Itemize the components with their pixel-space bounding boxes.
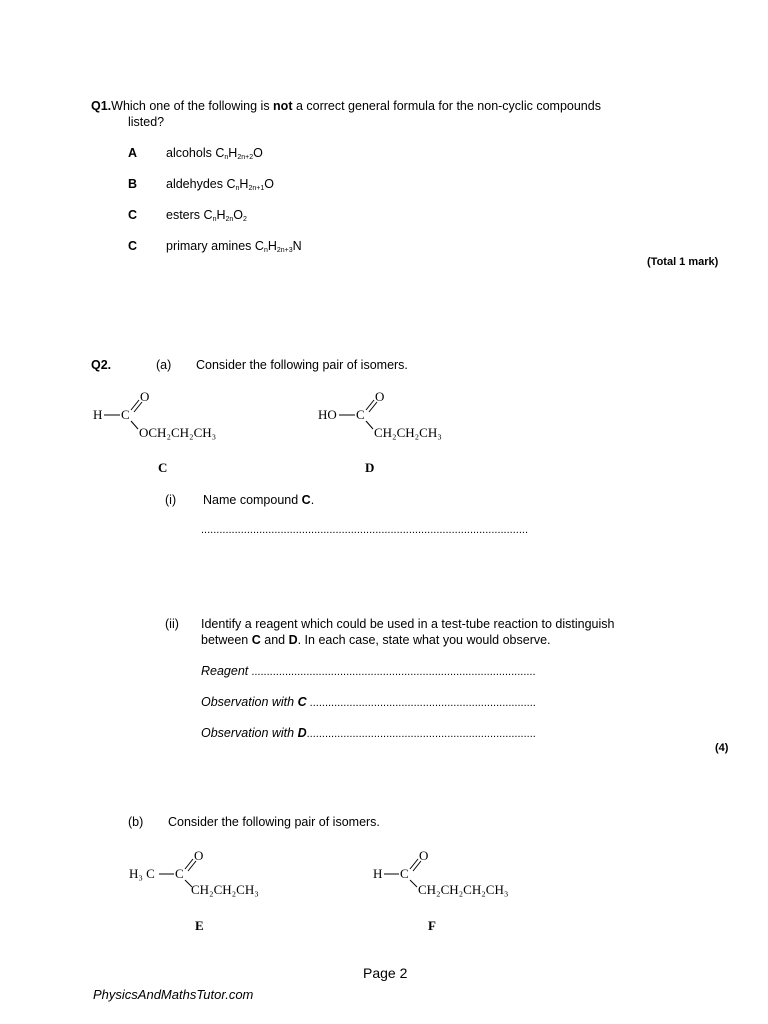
q1-option-letter: C xyxy=(128,208,138,222)
q1-option-text: esters $C_nH_{2n}O_2$ xyxy=(166,208,247,223)
q1-option-text: primary amines $C_nH_{2n+3}N$ xyxy=(166,239,302,254)
q1-option-letter: A xyxy=(128,146,138,160)
structure-d-chain: CH₂CH₂CH₃ xyxy=(374,425,442,440)
formula-subscript: 2n+2 xyxy=(237,154,254,161)
structure-e-chain: CH₂CH₂CH₃ xyxy=(191,882,259,897)
formula-subscript: n xyxy=(224,154,229,161)
formula-element: H xyxy=(267,239,277,253)
structure-c-left: H xyxy=(93,407,103,422)
q2-part-a-text: Consider the following pair of isomers. xyxy=(196,358,408,372)
structure-f xyxy=(368,842,558,900)
structure-f-left: H xyxy=(373,866,383,881)
structure-c xyxy=(88,388,258,446)
q1-total-mark: (Total 1 mark) xyxy=(647,256,719,268)
observation-c-answer-line[interactable]: Observation with C .......................................................................... xyxy=(201,695,536,709)
structure-c-chain: OCH₂CH₂CH₃ xyxy=(139,425,217,440)
structure-f-carbon: C xyxy=(400,866,409,881)
formula-element: H xyxy=(239,177,249,191)
formula-element: O xyxy=(264,177,274,191)
formula-element: C xyxy=(203,208,213,222)
site-footer[interactable]: PhysicsAndMathsTutor.com xyxy=(93,987,254,1002)
q2-part-i-answer-line[interactable]: ........................................................................................................... xyxy=(201,524,529,536)
formula-element: O xyxy=(233,208,244,222)
page-number: Page 2 xyxy=(363,965,408,981)
q2-part-i-label: (i) xyxy=(165,493,177,507)
formula-subscript: 2n xyxy=(225,216,234,223)
structure-c-carbon: C xyxy=(121,407,130,422)
formula-subscript: 2n+1 xyxy=(248,185,265,192)
formula-subscript: 2 xyxy=(243,216,247,223)
structure-e xyxy=(125,842,295,900)
q1-option-text: aldehydes $C_nH_{2n+1}O$ xyxy=(166,177,274,192)
formula-element: N xyxy=(292,239,302,253)
structure-f-chain: CH₂CH₂CH₂CH₃ xyxy=(418,882,509,897)
formula-subscript: 2n+3 xyxy=(276,247,293,254)
structure-f-label: F xyxy=(428,918,436,933)
formula-element: O xyxy=(253,146,263,160)
formula-element: C xyxy=(215,146,225,160)
structure-c-oxygen: O xyxy=(140,389,150,404)
formula-element: H xyxy=(216,208,226,222)
structure-d-oxygen: O xyxy=(375,389,385,404)
q2-number: Q2. xyxy=(91,358,112,372)
structure-c-label: C xyxy=(158,460,168,475)
structure-d-label: D xyxy=(365,460,375,475)
q2-part-ii-label: (ii) xyxy=(165,617,179,631)
structure-d-left: HO xyxy=(318,407,337,422)
structure-d xyxy=(314,388,484,446)
q1-stem-line2: listed? xyxy=(128,115,165,129)
q2-part-b-text: Consider the following pair of isomers. xyxy=(168,815,380,829)
q1-option-letter: B xyxy=(128,177,138,191)
structure-e-oxygen: O xyxy=(194,848,204,863)
observation-d-answer-line[interactable]: Observation with D........................................................................... xyxy=(201,726,536,740)
structure-e-carbon: C xyxy=(175,866,184,881)
reagent-label: Reagent xyxy=(201,664,249,678)
formula-subscript: n xyxy=(212,216,217,223)
structure-d-carbon: C xyxy=(356,407,365,422)
formula-subscript: n xyxy=(263,247,268,254)
structure-f-oxygen: O xyxy=(419,848,429,863)
q2-part-i-text: Name compound C. xyxy=(203,493,315,507)
reagent-answer-line[interactable]: Reagent ............................................................................................. xyxy=(201,664,536,678)
q2-part-ii-line1: Identify a reagent which could be used in a test-tube reaction to distinguish xyxy=(201,617,615,631)
q1-option-letter: C xyxy=(128,239,138,253)
q1-number: Q1. xyxy=(91,99,112,113)
q2-part-a-label: (a) xyxy=(156,358,172,372)
q2-part-b-label: (b) xyxy=(128,815,144,829)
q2-part-ii-line2: between C and D. In each case, state what you would observe. xyxy=(201,633,551,647)
q1-stem: Q1.Which one of the following is not a correct general formula for the non-cyclic compounds xyxy=(91,99,601,113)
structure-e-left: H₃ C xyxy=(129,866,155,881)
formula-element: C xyxy=(226,177,236,191)
q2-part-a-marks: (4) xyxy=(715,742,729,754)
formula-element: H xyxy=(228,146,238,160)
formula-element: C xyxy=(254,239,264,253)
formula-subscript: n xyxy=(235,185,240,192)
structure-e-label: E xyxy=(195,918,204,933)
q1-option-text: alcohols $C_nH_{2n+2}O$ xyxy=(166,146,263,161)
